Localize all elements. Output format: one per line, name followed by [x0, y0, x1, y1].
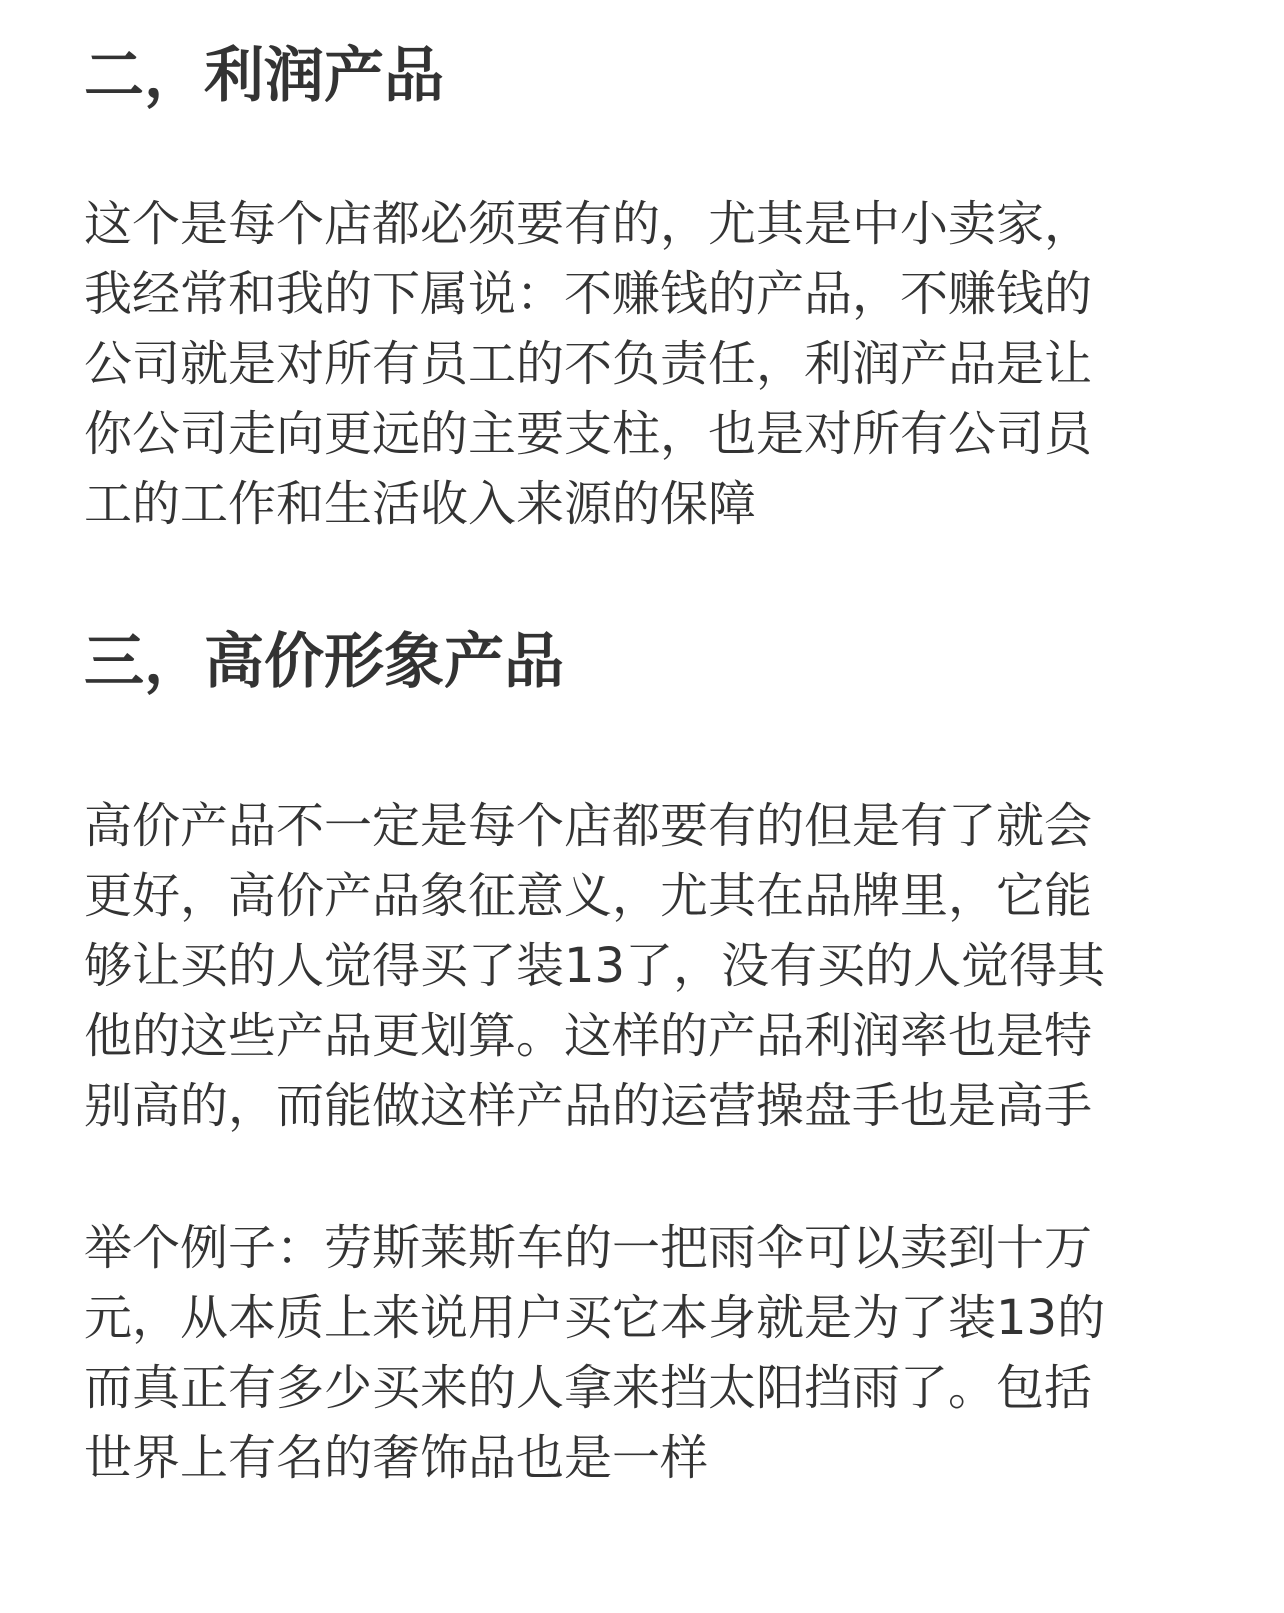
paragraph-line: 别高的，而能做这样产品的运营操盘手也是高手: [84, 1078, 1093, 1134]
section-heading: 二，利润产品: [84, 41, 444, 111]
paragraph-line: 够让买的人觉得买了装13了，没有买的人觉得其: [84, 938, 1106, 994]
paragraph-line: 而真正有多少买来的人拿来挡太阳挡雨了。包括: [84, 1360, 1093, 1416]
paragraph-line: 他的这些产品更划算。这样的产品利润率也是特: [84, 1008, 1093, 1064]
paragraph-line: 举个例子：劳斯莱斯车的一把雨伞可以卖到十万: [84, 1220, 1093, 1276]
paragraph-line: 公司就是对所有员工的不负责任，利润产品是让: [84, 336, 1093, 392]
paragraph-line: 元，从本质上来说用户买它本身就是为了装13的: [84, 1290, 1106, 1346]
paragraph-line: 高价产品不一定是每个店都要有的但是有了就会: [84, 798, 1093, 854]
paragraph-line: 更好，高价产品象征意义，尤其在品牌里，它能: [84, 868, 1093, 924]
paragraph-line: 世界上有名的奢饰品也是一样: [84, 1430, 709, 1486]
section-heading: 三，高价形象产品: [84, 627, 564, 697]
paragraph-line: 工的工作和生活收入来源的保障: [84, 476, 757, 532]
paragraph-line: 你公司走向更远的主要支柱，也是对所有公司员: [84, 406, 1093, 462]
paragraph-line: 这个是每个店都必须要有的，尤其是中小卖家，: [84, 196, 1093, 252]
paragraph-line: 我经常和我的下属说：不赚钱的产品，不赚钱的: [84, 266, 1093, 322]
